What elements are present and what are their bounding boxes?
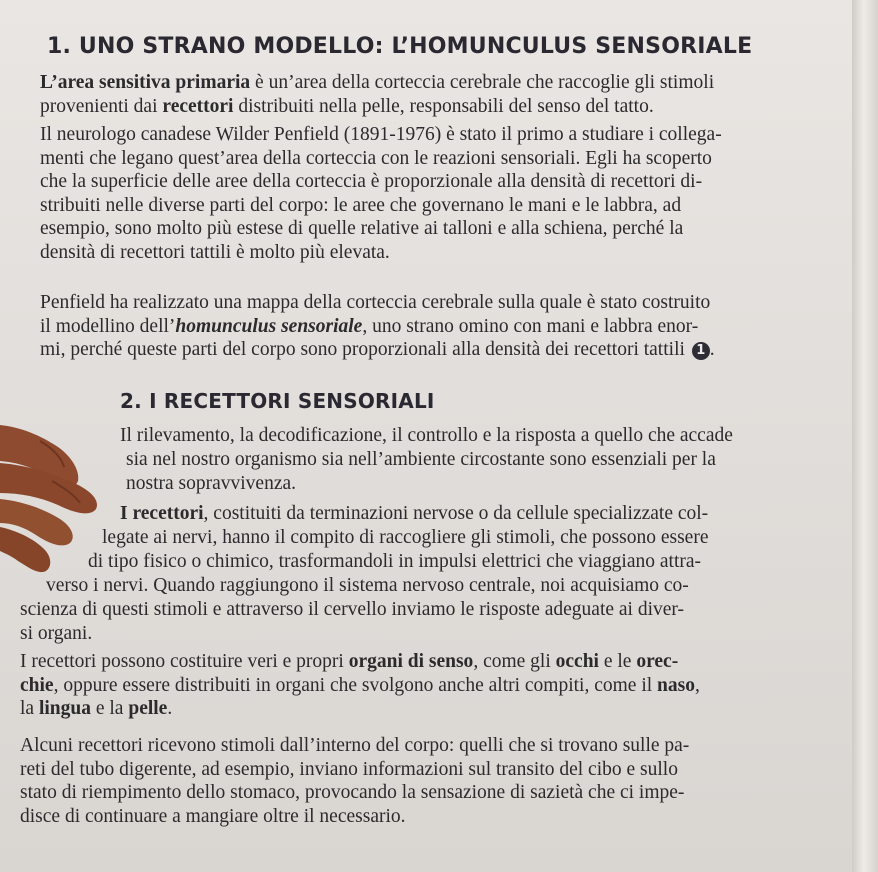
text-line — [20, 650, 700, 674]
text-line — [20, 674, 700, 698]
text-fragment: . — [167, 698, 173, 720]
paragraph-penfield — [40, 123, 722, 265]
text-fragment: , uno strano omino con mani e labbra enor- — [362, 315, 699, 337]
text-line — [40, 95, 714, 119]
text-line — [120, 502, 708, 526]
text-line — [40, 71, 714, 95]
text-line: disce di continuare a mangiare oltre il necessario. — [20, 805, 406, 827]
text-fragment: mi, perché queste parti del corpo sono proporzionali alla densità dei recettori tattili — [40, 339, 685, 361]
paragraph-homunculus — [40, 291, 715, 362]
text-line — [40, 315, 715, 339]
text-line: Il neurologo canadese Wilder Penfield (1891-1976) è stato il primo a studiare i collega- — [40, 124, 722, 145]
text-fragment: , come gli — [473, 651, 556, 672]
section-2-title: 2. I RECETTORI SENSORIALI — [120, 389, 435, 413]
text-fragment: distribuiti nella pelle, responsabili del senso del tatto. — [233, 95, 654, 117]
text-line — [20, 697, 700, 721]
text-line: legate ai nervi, hanno il compito di raccogliere gli stimoli, che possono essere — [102, 527, 709, 548]
term-homunculus: homunculus sensoriale — [175, 315, 363, 337]
term-primary-area: L’area sensitiva primaria — [40, 72, 251, 93]
section-1-title: 1. UNO STRANO MODELLO: L’HOMUNCULUS SENSORIALE — [47, 34, 753, 59]
term-receptors-2: I recettori — [120, 503, 204, 524]
text-line: densità di recettori tattili è molto più elevata. — [40, 241, 390, 263]
text-fragment: è un’area della corteccia cerebrale che raccoglie gli stimoli — [250, 72, 715, 93]
text-fragment: il modellino dell’ — [40, 315, 176, 337]
text-line: si organi. — [20, 623, 93, 644]
term-tongue: lingua — [38, 698, 91, 720]
text-line: verso i nervi. Quando raggiungono il sistema nervoso centrale, noi acquisiamo co- — [46, 575, 689, 596]
text-line: che la superficie delle aree della corteccia è proporzionale alla densità di recettori di- — [40, 171, 703, 193]
text-fragment: e le — [598, 651, 637, 672]
text-line: Il rilevamento, la decodificazione, il controllo e la risposta a quello che accade — [120, 425, 733, 446]
text-fragment: e la — [90, 698, 129, 720]
paragraph-sense-organs — [20, 650, 700, 721]
text-line: esempio, sono molto più estese di quelle relative ai talloni e alla schiena, perché la — [40, 218, 684, 240]
text-line: stato di riempimento dello stomaco, provocando la sensazione di sazietà che ci impe- — [20, 782, 685, 804]
page-edge-shadow — [852, 0, 878, 872]
text-line: nostra sopravvivenza. — [126, 473, 297, 494]
term-ears: orec- — [636, 651, 679, 672]
term-nose: naso — [657, 674, 695, 696]
paragraph-primary-area — [40, 71, 714, 118]
figure-reference-badge[interactable]: 1 — [692, 342, 710, 360]
text-fragment: I recettori possono costituire veri e propri — [20, 651, 349, 672]
paragraph-internal-receptors — [20, 734, 689, 828]
text-fragment: , — [694, 674, 700, 696]
text-fragment: . — [709, 339, 715, 361]
text-fragment: la — [20, 698, 39, 720]
term-skin: pelle — [128, 698, 168, 720]
text-line: Penfield ha realizzato una mappa della corteccia cerebrale sulla quale è stato costruito — [40, 292, 711, 313]
text-line — [40, 338, 715, 362]
text-line: di tipo fisico o chimico, trasformandoli in impulsi elettrici che viaggiano attra- — [88, 551, 702, 572]
text-fragment: , costituiti da terminazioni nervose o da cellule specializzate col- — [203, 503, 709, 524]
term-ears-end: chie — [20, 674, 54, 696]
term-eyes: occhi — [555, 651, 599, 672]
text-line: scienza di questi stimoli e attraverso il cervello inviamo le risposte adeguate ai diver- — [20, 599, 685, 620]
term-sense-organs: organi di senso — [348, 651, 474, 672]
text-line: Alcuni recettori ricevono stimoli dall’interno del corpo: quelli che si trovano sulle pa- — [20, 735, 690, 756]
term-receptors: recettori — [162, 95, 234, 117]
text-line: menti che legano quest’area della corteccia con le reazioni sensoriali. Egli ha scoperto — [40, 147, 712, 169]
text-fragment: , oppure essere distribuiti in organi che svolgono anche altri compiti, come il — [53, 674, 658, 696]
text-line: reti del tubo digerente, ad esempio, inviano informazioni sul transito del cibo e sullo — [20, 758, 678, 780]
text-fragment: provenienti dai — [40, 95, 163, 117]
text-line: sia nel nostro organismo sia nell’ambiente circostante sono essenziali per la — [126, 449, 716, 470]
text-line: stribuiti nelle diverse parti del corpo: le aree che governano le mani e le labbra, ad — [40, 194, 682, 216]
